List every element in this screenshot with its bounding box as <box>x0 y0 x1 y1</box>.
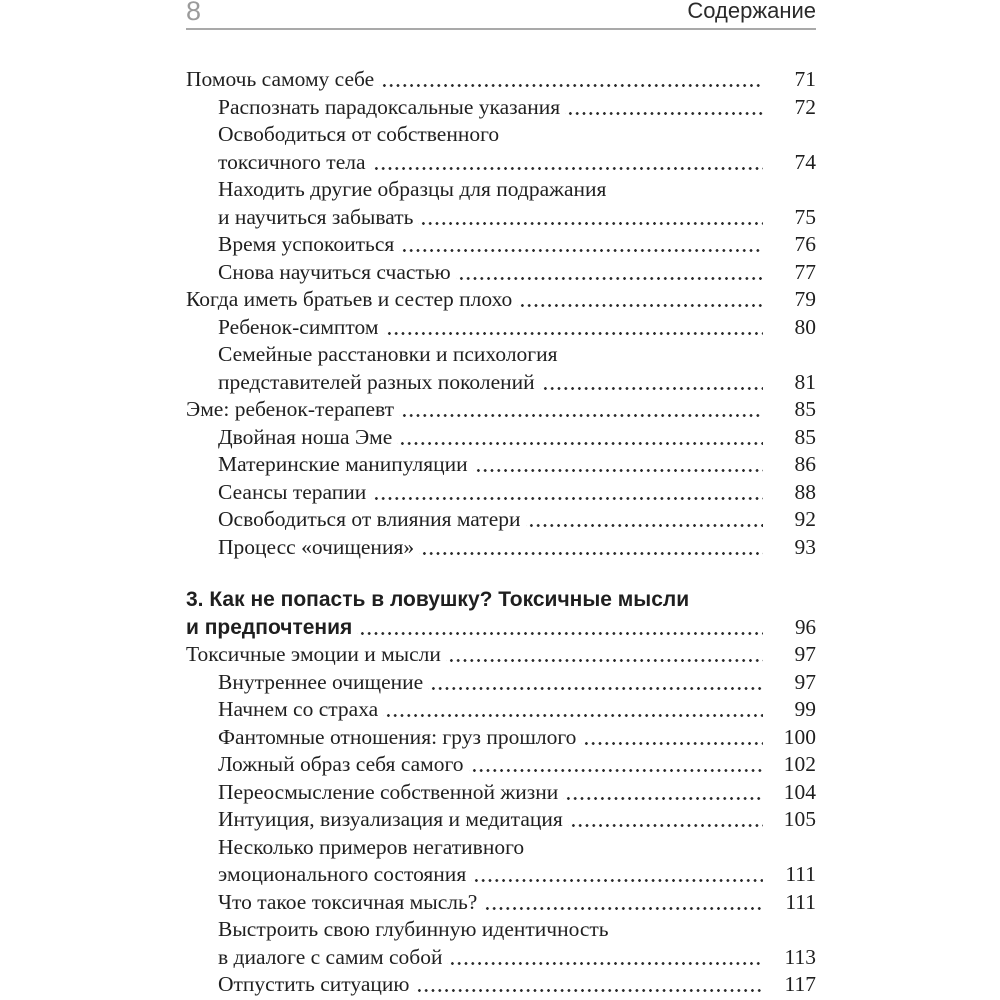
toc-entry <box>186 669 816 697</box>
dot-leader <box>568 806 763 834</box>
toc-page-number: 80 <box>794 314 816 339</box>
toc-page-number: 93 <box>794 534 816 559</box>
toc-entry-last-line <box>186 286 816 314</box>
toc-entry <box>186 916 816 971</box>
toc-entry <box>186 286 816 314</box>
dot-leader <box>456 259 763 287</box>
toc-entry-text: Снова научиться счастью <box>218 259 451 284</box>
toc-entry-text: Эме: ребенок-терапевт <box>186 397 395 421</box>
toc-entry-text: Переосмысление собственной жизни <box>218 779 559 804</box>
toc-entry-last-line <box>218 971 816 999</box>
dot-leader <box>418 204 763 232</box>
dot-leader <box>482 889 763 917</box>
toc-entry-text: Сеансы терапии <box>218 479 367 504</box>
toc-entry-last-line <box>218 479 816 507</box>
toc-page-number: 100 <box>783 724 816 749</box>
toc-entry <box>186 889 816 917</box>
toc-page-number: 111 <box>785 862 816 886</box>
toc-entry <box>186 479 816 507</box>
page-header <box>186 0 816 30</box>
dot-leader <box>473 451 763 479</box>
toc-entry-last-line <box>218 889 816 917</box>
dot-leader <box>428 669 763 697</box>
toc-entry-last-line <box>218 534 816 562</box>
toc-entry-text: Распознать парадоксальные указания <box>218 94 561 119</box>
toc-entry <box>186 834 816 889</box>
toc-entry-last-line <box>218 204 816 232</box>
dot-leader <box>399 396 763 424</box>
toc-entry-text: Внутреннее очищение <box>218 669 424 694</box>
dot-leader <box>419 534 763 562</box>
toc-page-number: 79 <box>794 287 816 311</box>
toc-entry <box>186 779 816 807</box>
toc-entry-text: Ложный образ себя самого <box>218 752 464 776</box>
toc-entry-text-line: Освободиться от собственного <box>218 122 500 146</box>
toc-entry-last-line <box>218 806 816 834</box>
toc-entry-last-line <box>218 724 816 752</box>
toc-entry-text: Двойная ноша Эме <box>218 424 393 449</box>
toc-entry-text: Процесс «очищения» <box>218 534 415 559</box>
toc-entry-text: Когда иметь братьев и сестер плохо <box>186 287 513 311</box>
toc-entry-last-line <box>186 614 816 642</box>
toc-entry-text: и предпочтения <box>186 615 353 639</box>
toc-page-number: 88 <box>794 479 816 504</box>
toc-entry-text: Время успокоиться <box>218 232 395 256</box>
toc-entry-last-line <box>218 779 816 807</box>
toc-entry <box>186 66 816 94</box>
toc-entry-text: Помочь самому себе <box>186 67 375 91</box>
toc-entry <box>186 121 816 176</box>
toc-entry <box>186 231 816 259</box>
toc-entry-last-line <box>218 259 816 287</box>
toc-entry-wrap-lines <box>218 834 816 862</box>
dot-leader <box>383 696 763 724</box>
dot-leader <box>469 751 763 779</box>
dot-leader <box>414 971 763 999</box>
toc-entry-text-line: Семейные расстановки и психология <box>218 342 558 366</box>
toc-entry <box>186 341 816 396</box>
dot-leader <box>563 779 763 807</box>
toc-entry-last-line <box>218 94 816 122</box>
toc-entry-last-line <box>218 751 816 779</box>
toc-page-number: 111 <box>785 889 816 914</box>
dot-leader <box>540 369 763 397</box>
toc-entry-text: Что такое токсичная мысль? <box>218 889 478 914</box>
toc-entry-last-line <box>218 861 816 889</box>
dot-leader <box>447 944 763 972</box>
toc-entry <box>186 94 816 122</box>
toc-entry-text-line: Выстроить свою глубинную идентичность <box>218 917 609 941</box>
toc-entry-last-line <box>186 396 816 424</box>
toc-entry-wrap-lines <box>186 586 816 614</box>
toc-page-number: 96 <box>795 614 816 639</box>
toc-entry-wrap-lines <box>218 341 816 369</box>
toc-page-number: 71 <box>794 67 816 91</box>
toc-entry-last-line <box>218 369 816 397</box>
toc-entry-text: в диалоге с самим собой <box>218 944 443 969</box>
toc-page-number: 92 <box>794 507 816 531</box>
toc-page-number: 86 <box>794 452 816 476</box>
toc-entry <box>186 641 816 669</box>
toc-entry <box>186 506 816 534</box>
toc-page-number: 85 <box>794 424 816 449</box>
toc-entry-text: представителей разных поколений <box>218 369 535 394</box>
toc-entry <box>186 451 816 479</box>
dot-leader <box>517 286 763 314</box>
dot-leader <box>371 149 763 177</box>
dot-leader <box>446 641 763 669</box>
dot-leader <box>471 861 763 889</box>
dot-leader <box>384 314 764 342</box>
toc-entry-text-line: 3. Как не попасть в ловушку? Токсичные мысли <box>186 588 690 611</box>
toc-page-number: 99 <box>794 697 816 721</box>
toc-entry <box>186 314 816 342</box>
toc-entry-text: Токсичные эмоции и мысли <box>186 642 441 666</box>
toc-entry-last-line <box>186 641 816 669</box>
toc-entry-text: Освободиться от влияния матери <box>218 507 521 531</box>
toc-entry <box>186 424 816 452</box>
toc-entry-wrap-lines <box>218 121 816 149</box>
toc-entry-text: Материнские манипуляции <box>218 452 468 476</box>
toc-entry <box>186 586 816 641</box>
toc-page-number: 97 <box>794 669 816 694</box>
toc-entry-last-line <box>186 66 816 94</box>
toc-page-number: 74 <box>794 149 816 174</box>
toc-entry <box>186 534 816 562</box>
toc-page-number: 113 <box>784 944 816 969</box>
header-title: Содержание <box>687 0 816 23</box>
toc-entry <box>186 751 816 779</box>
toc-entry-last-line <box>218 424 816 452</box>
toc-page-number: 117 <box>784 972 816 996</box>
toc-entry-text: Фантомные отношения: груз прошлого <box>218 724 577 749</box>
toc-entry-wrap-lines <box>218 916 816 944</box>
toc-page-number: 72 <box>794 94 816 119</box>
toc-entry-last-line <box>218 696 816 724</box>
toc-page-number: 97 <box>794 642 816 666</box>
toc-entry <box>186 971 816 999</box>
dot-leader <box>399 231 763 259</box>
toc-page-number: 104 <box>783 779 816 804</box>
toc-entry-text-line: Несколько примеров негативного <box>218 834 525 859</box>
toc-entry-last-line <box>218 149 816 177</box>
toc-page-number: 77 <box>794 259 816 284</box>
toc-list <box>186 66 816 999</box>
toc-entry-text: Начнем со страха <box>218 697 379 721</box>
toc-page-number: 75 <box>794 204 816 229</box>
dot-leader <box>581 724 763 752</box>
toc-entry-last-line <box>218 669 816 697</box>
toc-entry-text: эмоционального состояния <box>218 862 467 886</box>
toc-entry <box>186 724 816 752</box>
toc-entry <box>186 806 816 834</box>
dot-leader <box>565 94 763 122</box>
toc-entry-wrap-lines <box>218 176 816 204</box>
dot-leader <box>357 614 763 642</box>
toc-page-number: 105 <box>783 807 816 831</box>
toc-entry-text: и научиться забывать <box>218 204 414 229</box>
toc-entry-text: Ребенок-симптом <box>218 314 379 339</box>
folio-page-number: 8 <box>186 0 202 26</box>
dot-leader <box>371 479 763 507</box>
toc-entry-text: Интуиция, визуализация и медитация <box>218 807 563 831</box>
toc-entry <box>186 176 816 231</box>
toc-entry-text: токсичного тела <box>218 149 366 174</box>
dot-leader <box>397 424 763 452</box>
dot-leader <box>379 66 763 94</box>
toc-entry-last-line <box>218 451 816 479</box>
toc-page-number: 76 <box>794 232 816 256</box>
toc-page-number: 81 <box>794 369 816 394</box>
toc-entry <box>186 396 816 424</box>
toc-entry-text-line: Находить другие образцы для подражания <box>218 177 607 201</box>
toc-entry-last-line <box>218 314 816 342</box>
toc-entry <box>186 696 816 724</box>
toc-entry-last-line <box>218 231 816 259</box>
toc-entry <box>186 259 816 287</box>
toc-page-number: 85 <box>794 397 816 421</box>
toc-entry-last-line <box>218 506 816 534</box>
dot-leader <box>526 506 764 534</box>
toc-entry-text: Отпустить ситуацию <box>218 972 410 996</box>
toc-page-number: 102 <box>783 752 816 776</box>
toc-entry-last-line <box>218 944 816 972</box>
